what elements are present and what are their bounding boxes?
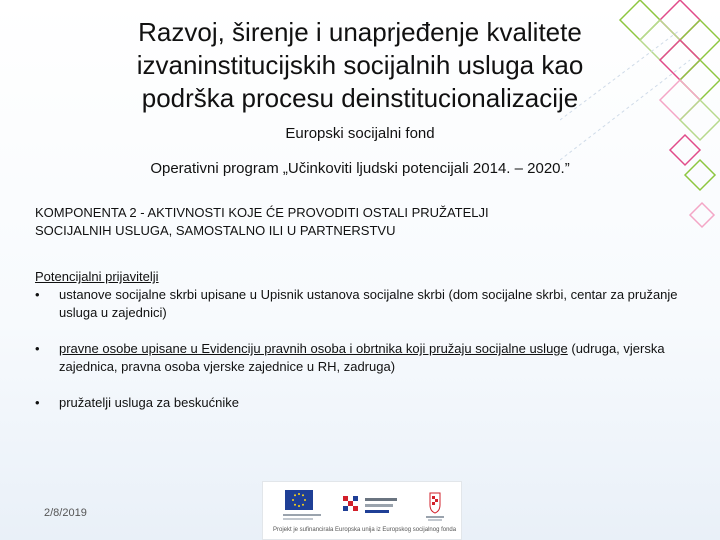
- title-line-3: podrška procesu deinstitucionalizacije: [141, 83, 579, 113]
- program-subtitle: Operativni program „Učinkoviti ljudski potencijali 2014. – 2020.”: [150, 160, 570, 177]
- applicants-heading: Potencijalni prijavitelji: [35, 269, 159, 284]
- funding-logo-bar: [262, 481, 462, 540]
- list-item-text: pružatelji usluga za beskućnike: [59, 395, 239, 410]
- slide-title: [40, 16, 680, 115]
- applicants-section: [35, 268, 690, 412]
- component-line-2: SOCIJALNIH USLUGA, SAMOSTALNO ILI U PARTNERSTVU: [35, 223, 396, 238]
- croatia-operational-programme-logo-icon: [341, 490, 401, 522]
- list-item: [35, 340, 690, 376]
- list-item: [35, 286, 690, 322]
- component-heading: [35, 204, 685, 240]
- bullet-icon: •: [35, 395, 40, 410]
- eu-flag-icon: [285, 490, 313, 510]
- fund-subtitle: Europski socijalni fond: [285, 125, 435, 142]
- component-line-1: KOMPONENTA 2 - AKTIVNOSTI KOJE ĆE PROVODITI OSTALI PRUŽATELJI: [35, 205, 489, 220]
- funding-note: Projekt je sufinancirala Europska unija iz Europskog socijalnog fonda: [273, 527, 457, 533]
- list-item-text-underlined: pravne osobe upisane u Evidenciju pravnih osoba i obrtnika koji pružaju socijalne usluge: [59, 341, 568, 356]
- list-item-text: ustanove socijalne skrbi upisane u Upisnik ustanova socijalne skrbi (dom socijalne skrbi, centar za pružanje usluga u zajednici): [59, 287, 678, 320]
- list-item-text: (udruga, vjerska zajednica, pravna osoba vjerske zajednice u RH, zadruga): [59, 341, 665, 374]
- ministry-coat-of-arms-icon: [423, 491, 447, 523]
- eu-caption-graphic: [283, 513, 321, 523]
- title-line-2: izvaninstitucijskih socijalnih usluga kao: [136, 50, 584, 80]
- bullet-icon: •: [35, 287, 40, 302]
- slide-date: 2/8/2019: [44, 507, 87, 519]
- title-line-1: Razvoj, širenje i unaprjeđenje kvalitete: [138, 17, 582, 47]
- bullet-icon: •: [35, 341, 40, 356]
- list-item: [35, 394, 690, 412]
